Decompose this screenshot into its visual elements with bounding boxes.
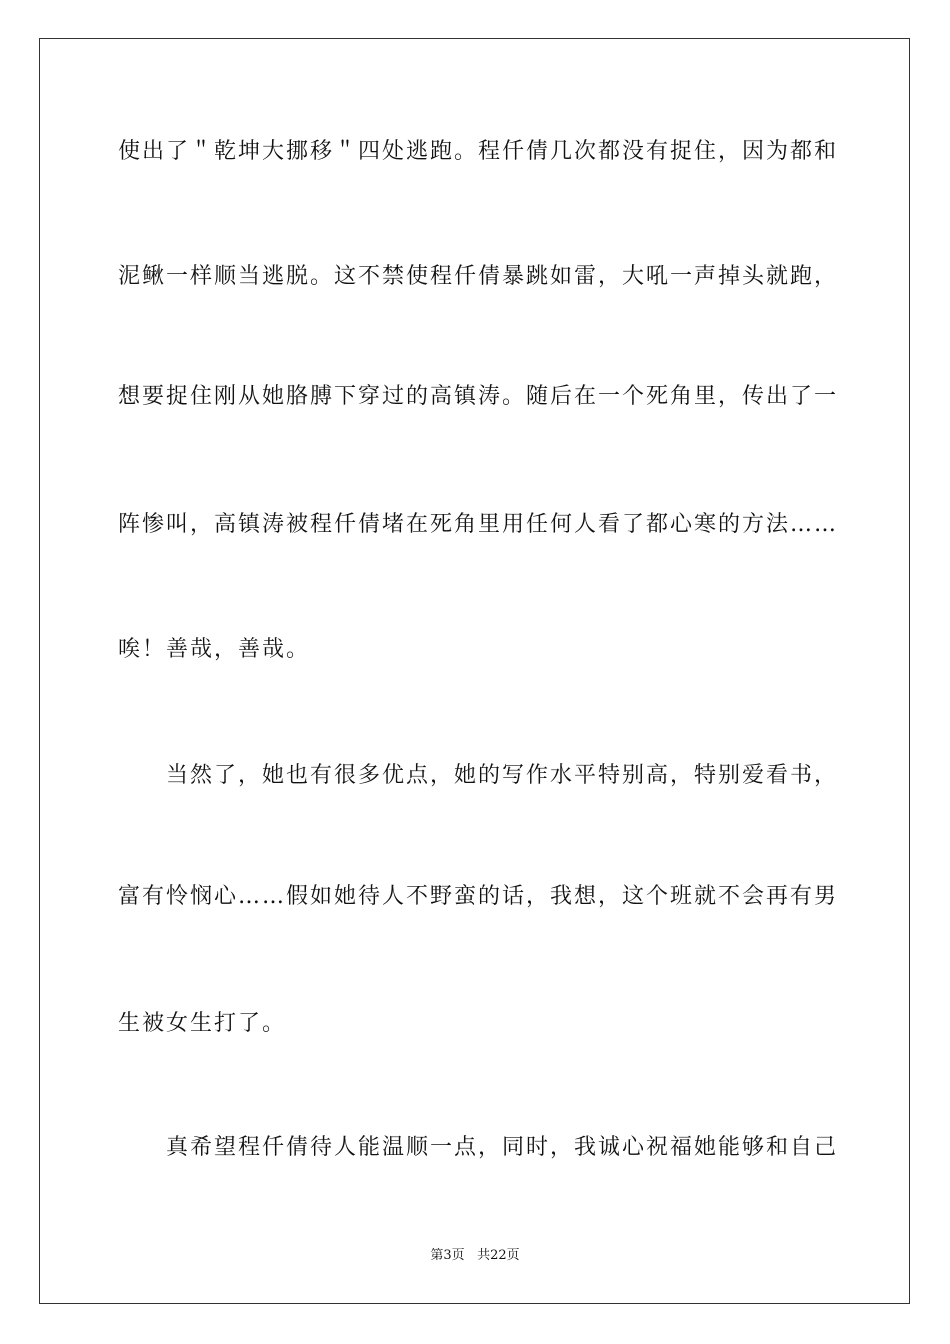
paragraph-line: 想要捉住刚从她胳膊下穿过的高镇涛。随后在一个死角里，传出了一 (118, 384, 839, 409)
paragraph-line: 富有怜悯心……假如她待人不野蛮的话，我想，这个班就不会再有男 (118, 884, 839, 909)
paragraph-line: 真希望程仟倩待人能温顺一点，同时，我诚心祝福她能够和自己 (166, 1135, 839, 1160)
total-pages: 共22页 (477, 1248, 520, 1263)
paragraph-line: 生被女生打了。 (118, 1011, 287, 1036)
paragraph-line: 当然了，她也有很多优点，她的写作水平特别高，特别爱看书， (166, 763, 839, 788)
page-footer (0, 1247, 950, 1265)
paragraph-line: 阵惨叫，高镇涛被程仟倩堵在死角里用任何人看了都心寒的方法…… (118, 512, 839, 537)
paragraph-line: 唉！善哉，善哉。 (118, 637, 311, 662)
paragraph-line: 泥鳅一样顺当逃脱。这不禁使程仟倩暴跳如雷，大吼一声掉头就跑， (118, 264, 839, 289)
paragraph-line: 使出了＂乾坤大挪移＂四处逃跑。程仟倩几次都没有捉住，因为都和 (118, 139, 839, 164)
page-number: 第3页 (430, 1248, 465, 1263)
page-frame (39, 38, 910, 1304)
